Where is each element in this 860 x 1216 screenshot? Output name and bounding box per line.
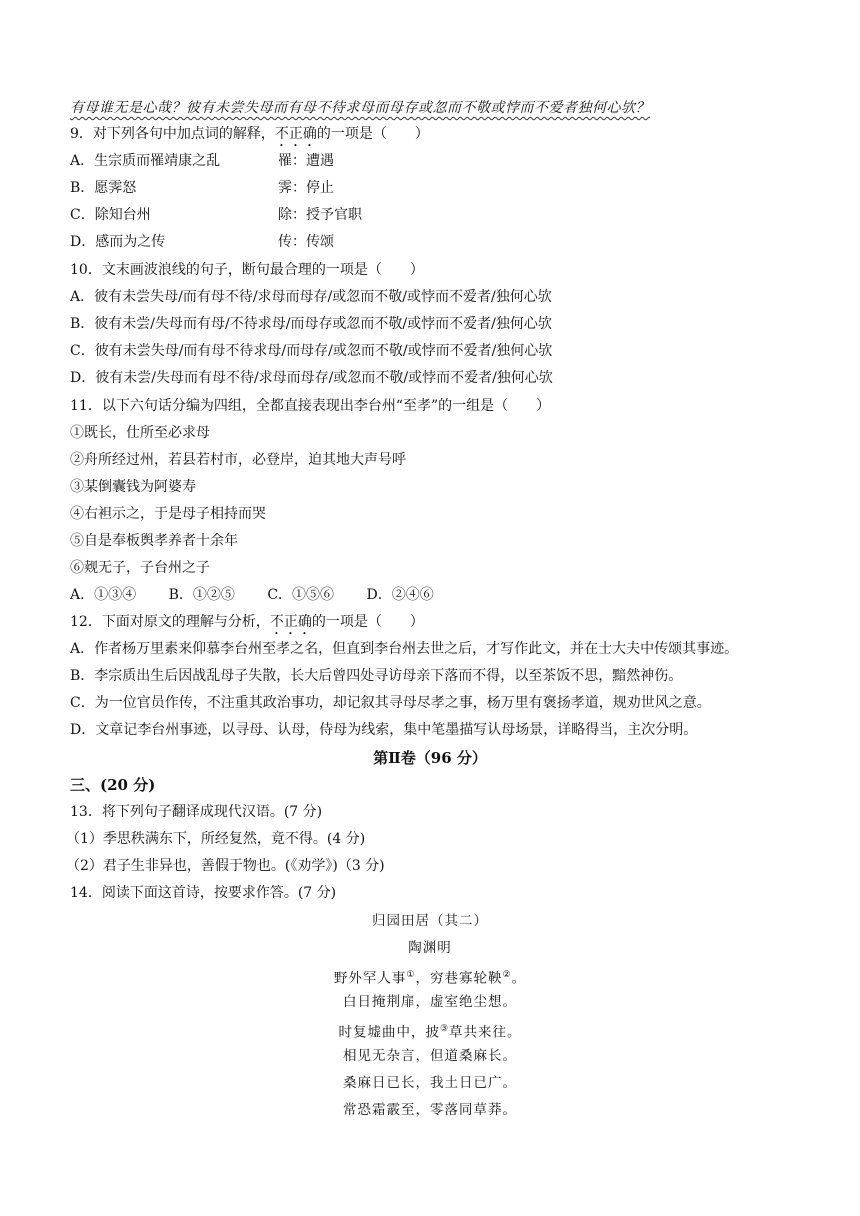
poem-line-2: 白日掩荆扉，虚室绝尘想。 <box>343 994 517 1010</box>
poem-line-6: 常恐霜霰至，零落同草莽。 <box>343 1102 517 1118</box>
footnote-mark: ② <box>502 970 512 980</box>
question-14-stem: 14．阅读下面这首诗，按要求作答。(7 分) <box>70 885 337 901</box>
poem-author: 陶渊明 <box>408 940 452 956</box>
q11-option-d: D．②④⑥ <box>366 587 434 603</box>
emphasis-not-correct: 不正确 <box>274 126 317 142</box>
q11-item-4: ④右袒示之，于是母子相持而哭 <box>70 506 266 522</box>
poem-title: 归园田居（其二） <box>372 913 488 929</box>
q10-option-b: B．彼有未尝/失母而有母/不待求母/而母存或忽而不敬/或悖而不爱者/独何心欤 <box>70 316 552 332</box>
q9-option-d: D．感而为之传 传：传颂 <box>70 234 334 250</box>
emphasis-not-correct: 不正确 <box>269 614 312 630</box>
q11-options <box>70 585 462 605</box>
q11-item-5: ⑤自是奉板舆孝养者十余年 <box>70 533 238 549</box>
question-11-stem: 11．以下六句话分编为四组，全都直接表现出李台州“至孝”的一组是（ ） <box>70 398 551 414</box>
q11-item-3: ③某倒囊钱为阿婆寿 <box>70 479 196 495</box>
q12-option-d: D．文章记李台州事迹，以寻母、认母，侍母为线索，集中笔墨描写认母场景，详略得当，主次分明。 <box>70 722 698 738</box>
passage-wavy-sentence <box>70 98 650 118</box>
q10-option-c: C．彼有未尝失母/而有母不待求母/而母存/或忽而不敬/或悖而不爱者/独何心欤 <box>70 343 553 359</box>
q11-option-a: A．①③④ <box>70 587 137 603</box>
q9-option-c: C．除知台州 除：授予官职 <box>70 207 362 223</box>
q10-option-a: A．彼有未尝失母/而有母不待/求母而母存/或忽而不敬/或悖而不爱者/独何心欤 <box>70 289 552 305</box>
q12-option-c: C．为一位官员作传，不注重其政治事功，却记叙其寻母尽孝之事，杨万里有褒扬孝道，规劝世风之意。 <box>70 695 711 711</box>
question-9-stem: 9．对下列各句中加点词的解释，不正确的一项是（ ） <box>70 126 429 142</box>
footnote-mark: ③ <box>439 1024 450 1034</box>
question-13-stem: 13．将下列句子翻译成现代汉语。(7 分) <box>70 804 323 820</box>
wavy-underlined-text: 有母谁无是心哉？彼有未尝失母而有母不待求母而母存或忽而不敬或悖而不爱者独何心欤？ <box>70 100 650 116</box>
poem-line-3: 时复墟曲中，披③草共来往。 <box>338 1024 522 1041</box>
poem-line-1: 野外罕人事①，穷巷寡轮鞅②。 <box>333 970 527 987</box>
q11-item-6: ⑥觌无子，子台州之子 <box>70 560 210 576</box>
poem-line-4: 相见无杂言，但道桑麻长。 <box>343 1048 517 1064</box>
q11-item-2: ②舟所经过州，若县若村市，必登岸，迫其地大声号呼 <box>70 452 406 468</box>
poem-line-5: 桑麻日已长，我土日已广。 <box>343 1075 517 1091</box>
q13-item-1: （1）季思秩满东下，所经复然，竟不得。(4 分) <box>66 831 366 847</box>
q9-option-b: B．愿霁怒 霁：停止 <box>70 180 334 196</box>
q12-option-a: A．作者杨万里素来仰慕李台州至孝之名，但直到李台州去世之后，才写作此文，并在士大夫中传颂其事迹。 <box>70 641 739 657</box>
volume-2-title: 第Ⅱ卷（96 分） <box>373 749 487 767</box>
q12-option-b: B．李宗质出生后因战乱母子失散，长大后曾四处寻访母亲下落而不得，以至茶饭不思，黯然神伤。 <box>70 668 683 684</box>
q9-option-a: A．生宗质而罹靖康之乱 罹：遭遇 <box>70 153 334 169</box>
section-3-title: 三、(20 分) <box>70 776 156 794</box>
q11-item-1: ①既长，仕所至必求母 <box>70 425 210 441</box>
question-12-stem: 12．下面对原文的理解与分析，不正确的一项是（ ） <box>70 614 424 630</box>
footnote-mark: ① <box>406 970 416 980</box>
q10-option-d: D．彼有未尝/失母而有母不待/求母而母存/或忽而不敬/或悖而不爱者/独何心欤 <box>70 370 553 386</box>
q11-option-b: B．①②⑤ <box>168 587 235 603</box>
q13-item-2: （2）君子生非异也，善假于物也。(《劝学》)（3 分) <box>66 858 385 874</box>
q11-option-c: C．①⑤⑥ <box>267 587 335 603</box>
question-10-stem: 10．文末画波浪线的句子，断句最合理的一项是（ ） <box>70 262 424 278</box>
